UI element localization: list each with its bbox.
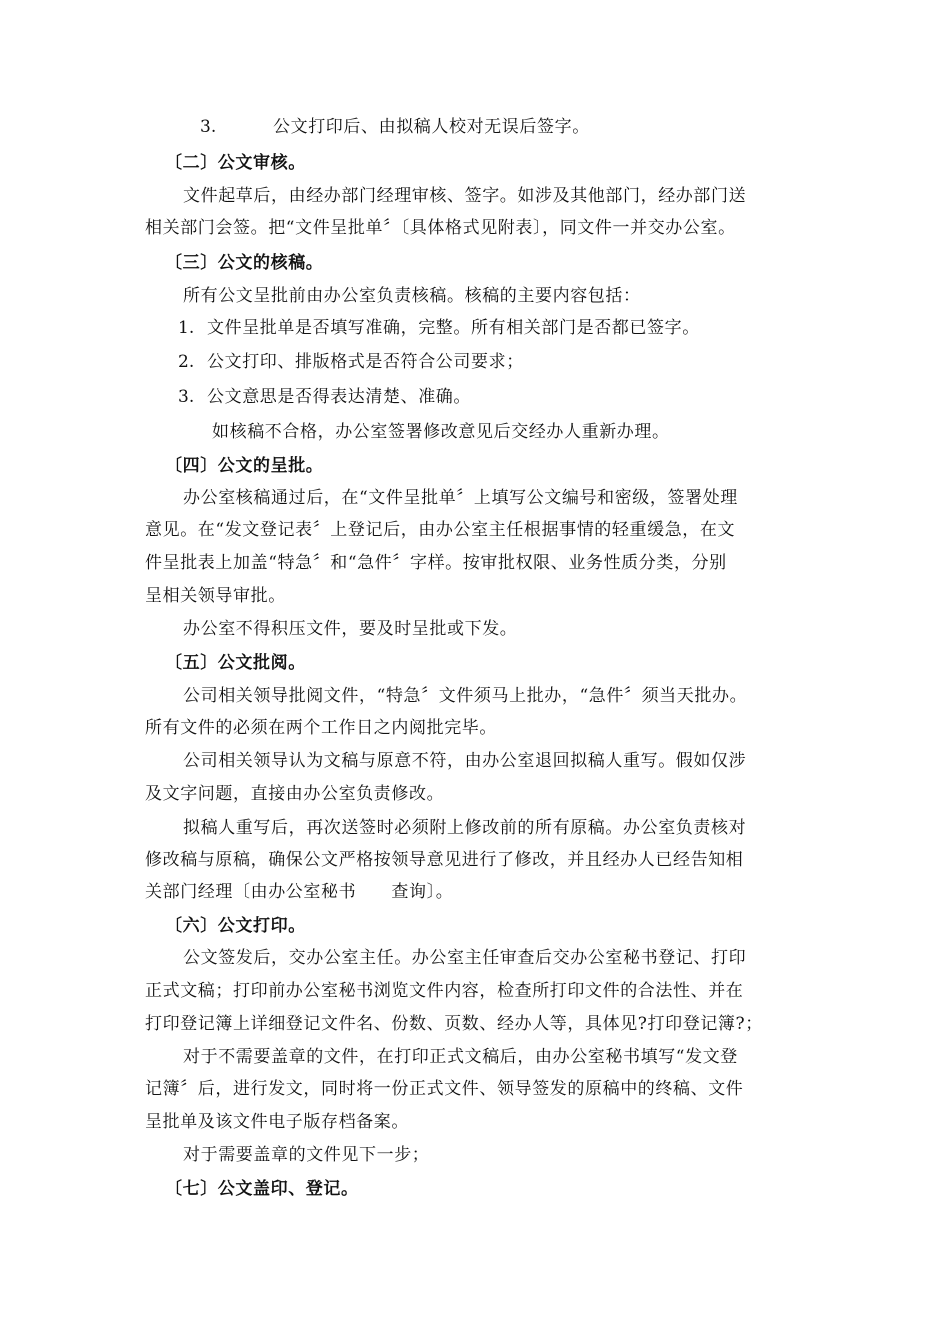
paragraph-line: 意见。在“发文登记表〞上登记后，由办公室主任根据事情的轻重缓急，在文 (145, 520, 736, 540)
list-number: 3. (178, 387, 195, 407)
paragraph-line: 如核稿不合格，办公室签署修改意见后交经办人重新办理。 (212, 422, 670, 442)
paragraph-line: 所有公文呈批前由办公室负责核稿。核稿的主要内容包括： (183, 286, 641, 306)
section-heading: 〔五〕公文批阅。 (165, 653, 306, 673)
list-number: 2. (178, 352, 195, 372)
paragraph-line: 相关部门会签。把“文件呈批单〞〔具体格式见附表〕，同文件一并交办公室。 (145, 218, 736, 238)
list-item-text: 公文打印后、由拟稿人校对无误后签字。 (273, 117, 590, 137)
section-heading: 〔七〕公文盖印、登记。 (165, 1179, 359, 1199)
paragraph-line: 修改稿与原稿，确保公文严格按领导意见进行了修改，并且经办人已经告知相 (145, 850, 744, 870)
paragraph-line: 办公室不得积压文件，要及时呈批或下发。 (183, 619, 518, 639)
list-item-text: 文件呈批单是否填写准确，完整。所有相关部门是否都已签字。 (207, 318, 700, 338)
section-heading: 〔六〕公文打印。 (165, 916, 306, 936)
paragraph-line: 公文签发后，交办公室主任。办公室主任审查后交办公室秘书登记、打印 (183, 948, 747, 968)
paragraph-line: 及文字问题，直接由办公室负责修改。 (145, 784, 445, 804)
paragraph-line: 办公室核稿通过后，在“文件呈批单〞上填写公文编号和密级，签署处理 (183, 488, 738, 508)
section-heading: 〔三〕公文的核稿。 (165, 253, 324, 273)
section-heading: 〔四〕公文的呈批。 (165, 456, 324, 476)
paragraph-line: 件呈批表上加盖“特急〞和“急件〞字样。按审批权限、业务性质分类，分别 (145, 553, 727, 573)
section-heading: 〔二〕公文审核。 (165, 153, 306, 173)
paragraph-line: 所有文件的必须在两个工作日之内阅批完毕。 (145, 718, 497, 738)
list-item-text: 公文打印、排版格式是否符合公司要求； (207, 352, 524, 372)
paragraph-line: 拟稿人重写后，再次送签时必须附上修改前的所有原稿。办公室负责核对 (183, 818, 747, 838)
paragraph-line: 关部门经理〔由办公室秘书 查询〕。 (145, 882, 454, 902)
paragraph-line: 打印登记簿上详细登记文件名、份数、页数、经办人等，具体见?打印登记簿?； (145, 1014, 763, 1034)
paragraph-line: 对于需要盖章的文件见下一步； (183, 1145, 430, 1165)
paragraph-line: 公司相关领导认为文稿与原意不符，由办公室退回拟稿人重写。假如仅涉 (183, 751, 747, 771)
list-number: 3. (200, 117, 217, 137)
paragraph-line: 文件起草后，由经办部门经理审核、签字。如涉及其他部门，经办部门送 (183, 186, 747, 206)
paragraph-line: 呈相关领导审批。 (145, 586, 286, 606)
paragraph-line: 公司相关领导批阅文件，“特急〞文件须马上批办，“急件〞须当天批办。 (183, 686, 748, 706)
paragraph-line: 正式文稿；打印前办公室秘书浏览文件内容，检查所打印文件的合法性、并在 (145, 981, 744, 1001)
paragraph-line: 记簿〞后，进行发文，同时将一份正式文件、领导签发的原稿中的终稿、文件 (145, 1079, 744, 1099)
paragraph-line: 呈批单及该文件电子版存档备案。 (145, 1112, 409, 1132)
list-number: 1. (178, 318, 195, 338)
list-item-text: 公文意思是否得表达清楚、准确。 (207, 387, 471, 407)
paragraph-line: 对于不需要盖章的文件，在打印正式文稿后，由办公室秘书填写“发文登 (183, 1047, 738, 1067)
